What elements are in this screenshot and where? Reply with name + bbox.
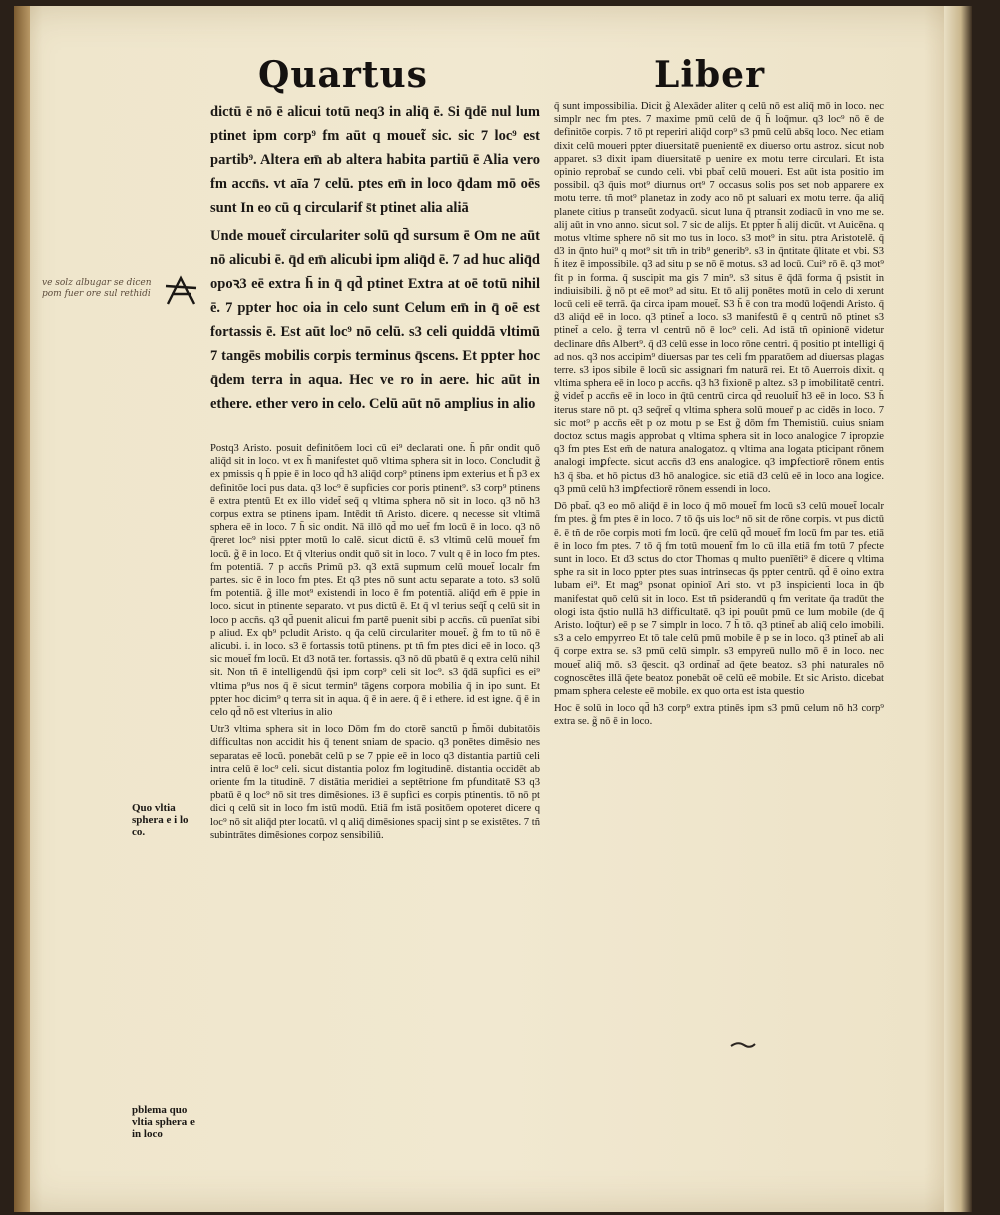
left-column-text: [210, 100, 540, 420]
binding-gutter: [14, 6, 30, 1212]
commentary-paragraph: Dō pbat̃. q3 eo mō aliq̄d ē in loco q̄ mō mouet̃ fm locū s3 celū mouet̃ localr fm ptes. g̃ fm ptes ē in loco. 7 tō q̄s uis loc⁹ nō sit de rōne corpis. vt pus dictū ē. ē tñ de rōe corpis moti fm locū. q̄re celū qd̄ mouet̃ fm locū fm par tes. etiā ē in loco fm ptes. 7 tō q̄ fm totū mouent̃ fm lo cū illa etiā fm totū 7 pfecte sunt in loco. Et d3 sctus do ctor Thomas q multo puenīēti⁹ ē dicere q vltima sphe ra sit in loco ppter ptes suas intrinsecas q̄s ppter centrū. qd̄ ē oino extra lubam ei⁹. Et mag⁹ psonat opinioī Ari sto. vt p3 inspicienti loca in q̄b manifestat quō celū sit in loco. Est tñ psiderandū q fm veritate q̄a tradūt the ologi ista q̄stio nullā h3 difficultatē. q3 ipi pouūt pmū ce lum mobile (de q̄ Aristo. loq̄tur) eē p se 7 simplr in loco. 7 h̄ tō. q3 ptinet̃ ab aliq̄ celo imobili. s3 a celo empyrreo Et tō tale celū pmū mobile ē p se in loco. q3 ptinet̃ ab ali q̄ corpe extra se. s3 pmū celū simplr. s3 empyreū nullo mō ē in loco. nec mouet̃ aliq̄ mō. s3 q̄escit. q3 ordinat̃ ad q̄ete beatoz. s3 phi naturales nō cognoscētes illā q̄ete beatoz ponebāt oē celū eē mobile. Et sic Aristo. dicebat pmam sphera celeste eē mobile. ex quo orta est ista questio: [554, 501, 884, 697]
commentary-paragraph: Utr3 vltima sphera sit in loco Dōm fm do ctorē sanctū p h̄mōi dubitatōis difficultas non accidit his q̄ tenent sniam de spacio. q3 ponētes dimēsio nes separatas eē locū. ponebāt celū p se 7 ppie eē in loco q3 distantia partiū celi intra celū ē loc⁹ celi. sicut distantia poloz fm logitudinē. distantia occidēt ab oriente fm la titudinē. 7 distātia meridiei a septētrione fm pfunditatē S3 q3 pbatū ē q loc⁹ nō sit tres dimēsiones. i3 ē supfici es corpis ptinentis. tō nō pt dici q celū sit in loco fm istū modū. Etiā fm istā positōem opoteret dicere q loc⁹ nō sit aliq̄d pter locatū. vl q aliq̄ dimēsiones spacij sint p se existētes. 7 tñ subintrātes dimēsiones corpoz sensibiliū.: [210, 724, 540, 841]
page-edge: [944, 6, 972, 1212]
ink-mark-icon: [730, 1040, 756, 1050]
commentary-paragraph: q̄ sunt impossibilia. Dicit g̃ Alexāder aliter q celū nō est aliq̄ mō in loco. nec simplr nec fm ptes. 7 maxime pmū celū de q̄ h̄ loq̄mur. q3 loc⁹ nō ē de definitōe corpis. 7 tō pt reperiri aliq̄d corp⁹ s3 pmū celū abs̄q loco. Nec etiam dixit celū moueri ppter diuersitatē puenientē ex diuerso ortu astroz. sicut nob apparet. s3 dixit ipam diuersitatē p uenire ex motu terre circulari. Et ista opinio reprobat̃ se cundo celi. vbi pbat̃ celū moueri. Est aūt ista positio im possibil. q3 q̄uis mot⁹ diurnus ort⁹ 7 occasus solis pos set nob apparere ex motu terre. tñ mot⁹ planetaz in zody aco nō pt saluari ex motu terre. q̄a aliq̄ planete citius p transeūt zodyacū. sicut luna q̄ ptransit zodiacū in vno me se. alij aūt in vno anno. sicut sol. 7 sic de alijs. Et ppter h̄ alij dicūt. vt Auicēna. q motus vltime sphere nō sit mo tus in loco. s3 mot⁹ in situ. ptra Aristotelē. q̄ d3 in q̄nto hui⁹ q mot⁹ sit tm̄ in trib⁹ generib⁹. s3 in q̄ntitate q̄litate et vbi. S3 h̄ itez ē impossibile. q3 ad situ p se nō ē motus. s3 ad locū. Cui⁹ rō ē. q3 mot⁹ fit p in forma. q̄ suscipit ma gis 7 min⁹. s3 situs ē q̄dā forma q̄ psistit in indiuisibili. g̃ nō pt eē mot⁹ ad situ. Et tō alij ponētes motū in celo di xerunt locū celi eē terrā. q̄a circa ipam mouet̃. S3 h̄ ē con tra modū loq̄endi Aristo. q̄ d3 aliq̄d eē in loco. q3 ptinet̃ a loco. s3 manifestū ē q centrū nō ptinet s3 ptinet̃ a celo. g̃ terra vl centrū nō ē loc⁹ celi. Ad istā tñ opinionē videtur declinare dñs Albert⁹. q̄ d3 celū esse in loco rōne centri. q̄ positio pt intelligi q̄ ad nos. q3 nos accipim⁹ diuersas par tes celi fm pparatōem ad diuersas plagas terre. s3 ipos sibile ē locū sic assignari fm naturā rei. Et tō Auerrois dixit. q vltima sphera eē in loco p accn̄s. q3 h3 fixionē p altez. s3 p imobilitatē centri. g̃ videt̃ p accn̄s eē in loco in q̄tū centrū circa qd̄ reuoluit̃ h3 eē in loco. S3 h̄ iterus stare nō pt. q3 seq̄ret̃ q vltima sphera solū mouer̃ p ac cidēs in loco. 7 sic mot⁹ p accn̄s eēt p oz motu p se Est g̃ dōm fm Themistiū. cuius sniam doctoz sctus magis approbat q vltima sphera sit in loco analogice 7 ipropzie q3 fm ptes Est em̄ de natura analogatoz. q vltima ana logata pticipant rōnem analogi imꝑfecte. sicut accn̄s d3 ens analogice. q3 imꝑfectiorē rōnem entis h3 q̄ s̄ba. et hō pictus d3 hō analogice. sic etiā d3 celū eē in loco ana logice. q3 pmū celū h3 imꝑfectiorē rōnem essendi in loco.: [554, 101, 884, 495]
running-head-left: Quartus: [258, 54, 428, 96]
sidenote-problem: pblema quo vltia sphera e in loco: [132, 1104, 195, 1140]
text-paragraph: Unde mouet̃ circulariter solū qd̄ sursum ē Om ne aūt nō alicubi ē. q̄d em̄ alicubi ipm aliq̄d ē. 7 ad huc aliq̄d opoꝛ3 eē extra h̄ in q̄ qd̄ ptinet Extra at oē totū nihil ē. 7 ppter hoc oia in celo sunt Celum em̄ in q̄ oē est fortassis ē. Est aūt loc⁹ nō celū. s3 celi quiddā vltimū 7 tangēs mobilis corpis terminus q̄scens. Et ppter hoc q̄dem terra in aqua. Hec ve ro in aere. hic aūt in ethere. ether vero in celo. Celū aūt nō amplius in alio: [210, 228, 540, 412]
text-paragraph: dictū ē nō ē alicui totū neq3 in aliq̄ ē. Si q̄dē nul lum ptinet ipm corp⁹ fm aūt q mouet̃ sic. sic 7 loc⁹ est partib⁹. Altera em̄ ab altera habita partiū ē Alia vero fm accn̄s. vt aīa 7 celū. ptes em̄ in loco q̄dam mō oēs sunt In eo cū q circularif s̄t ptinet alia aliā: [210, 104, 540, 216]
paraph-mark-icon: [164, 274, 198, 308]
sidenote-outermost-sphere: Quo vltia sphera e i lo co.: [132, 802, 189, 838]
book-page: [14, 6, 972, 1212]
running-head-right: Liber: [654, 54, 766, 96]
left-column-commentary: [210, 442, 540, 846]
commentary-paragraph: Postq3 Aristo. posuit definitōem loci cū ei⁹ declarati one. h̄ pñr ondit quō aliq̄d sit in loco. vt ex h̄ manifestet quō vltima sphera sit in loco. Concludit g̃ ex pmissis q h̄ ppie ē in loco qd̄ h3 aliq̄d corp⁹ ptinens ipm exterius et h̄ p3 ex definitōe loci pus data. q3 loc⁹ ē supficies cor poris ptinent⁹. s3 corp⁹ ptinens ē extra ptentū Et ex illo videt̃ seq̄ q vltima sphera nō sit in loco. q3 nō h3 corpus extra se ptinens ipam. Intēdit tñ Aristo. dicere. q necesse sit vltimā sphera eē in loco. 7 h̄ sic ondit. Nā illō qd̄ mo uet̃ fm locū ē in loco. q3 nō q̄reret loc⁹ nisi ppter motū lo calē. sicut dictū ē. s3 vltimū celū mouet̃ fm locū. g̃ ē in loco. Et q̄ vlterius ondit quō sit in loco. 7 vult q ē in loco fm ptes. fm potentiā. 7 p accn̄s Primū p3. q3 extā supmum celū mouet̃ localr fm partes. sic ē in loco fm ptes. Et q3 ptes nō sunt actu separate a toto. s3 solū fm potentiā. g̃ ille mot⁹ existendi in loco ē fm potentiā. aliq̄d em̄ ē ppie in loco. sicut in ptinente separato. vt pus dictū ē. Et q̄ vl terius seq̄t̃ q celū sit in loco p accn̄s. q3 qd̄ puenit alicui fm partē puenit sibi p accn̄s. cū puenīat sibi p aliud. Ex qb⁹ pcludit Aristo. q q̄a celū circulariter mouet̃. g̃ fm to tū nō ē alicubi. i. in loco. s3 ē fortassis totū ptinens. pt tñ fm ptes dici eē in loco. q3 sic mouet̃ fm locū. Et d3 notā ter. fortassis. q3 nō dū pbatū ē q extra celū nihil sit. Non tñ ē intelligendū q̄si ipm corp⁹ celi sit loc⁹. s3 q̄dā supfici es ei⁹ vltima p⁹us nos q̄ ē sicut termin⁹ tāgens corpora mobilia q̄ in ipo sunt. Et ppter hoc dicim⁹ q terra sit in aqua. q̄ ē in aere. q̄ ē i ethere. id est igne. q̄ ē in celo qd̄ nō est vlterius in alio: [210, 443, 540, 719]
handwritten-marginal-note: ve solz albugar se dicen pom fuer ore sul rethidi: [42, 278, 152, 299]
right-column-commentary: [554, 100, 884, 733]
commentary-paragraph: Hoc ē solū in loco qd̄ h3 corp⁹ extra ptinēs ipm s3 pmū celum nō h3 corp⁹ extra se. g̃ nō ē in loco.: [554, 703, 884, 728]
